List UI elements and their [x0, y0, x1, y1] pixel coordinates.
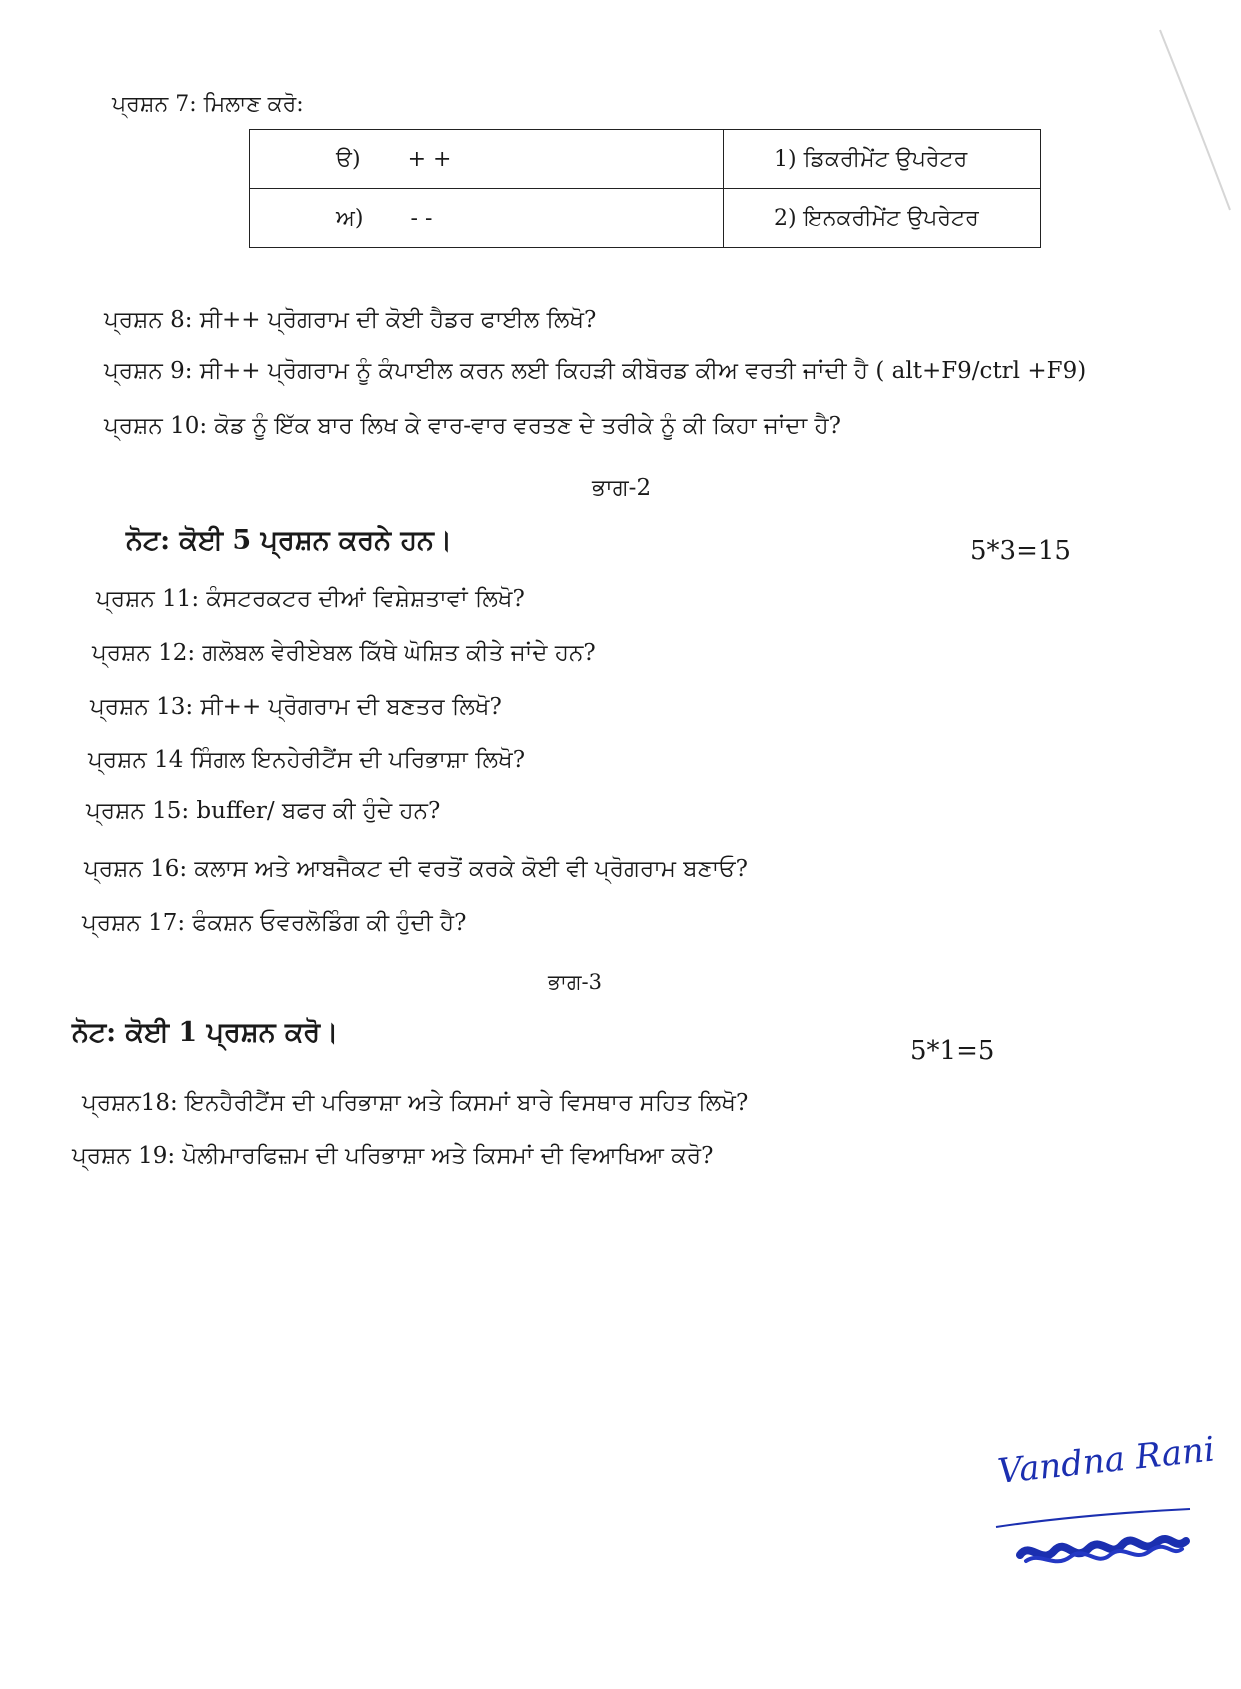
part-2-marks: 5*3=15	[970, 536, 1071, 566]
part-2-note: ਨੋਟ: ਕੋਈ 5 ਪ੍ਰਸ਼ਨ ਕਰਨੇ ਹਨ।	[126, 525, 453, 556]
part-2-heading: ਭਾਗ-2	[592, 475, 652, 501]
match-row	[250, 130, 1041, 189]
signature-scribble-icon	[990, 1505, 1230, 1595]
match-symbol: - -	[410, 205, 433, 231]
question-18: ਪ੍ਰਸ਼ਨ18: ਇਨਹੈਰੀਟੈਂਸ ਦੀ ਪਰਿਭਾਸ਼ਾ ਅਤੇ ਕਿਸਮਾਂ ਬਾਰੇ ਵਿਸਥਾਰ ਸਹਿਤ ਲਿਖੋ?	[82, 1090, 749, 1116]
match-table	[249, 129, 1041, 248]
part-3-heading: ਭਾਗ-3	[548, 970, 602, 994]
match-answer: 1) ਡਿਕਰੀਮੇਂਟ ਉਪਰੇਟਰ	[724, 130, 1041, 189]
question-19: ਪ੍ਰਸ਼ਨ 19: ਪੋਲੀਮਾਰਫਿਜ਼ਮ ਦੀ ਪਰਿਭਾਸ਼ਾ ਅਤੇ ਕਿਸਮਾਂ ਦੀ ਵਿਆਖਿਆ ਕਰੋ?	[72, 1143, 714, 1169]
match-left-cell	[250, 189, 724, 248]
question-14: ਪ੍ਰਸ਼ਨ 14 ਸਿੰਗਲ ਇਨਹੇਰੀਟੈਂਸ ਦੀ ਪਰਿਭਾਸ਼ਾ ਲਿਖੋ?	[88, 747, 526, 773]
question-8: ਪ੍ਰਸ਼ਨ 8: ਸੀ++ ਪ੍ਰੋਗਰਾਮ ਦੀ ਕੋਈ ਹੈਡਰ ਫਾਈਲ ਲਿਖੋ?	[104, 307, 597, 333]
question-7-label: ਪ੍ਰਸ਼ਨ 7: ਮਿਲਾਣ ਕਰੋ:	[112, 92, 304, 117]
signature-name: Vandna Rani	[995, 1429, 1217, 1492]
match-symbol: + +	[407, 146, 452, 172]
question-16: ਪ੍ਰਸ਼ਨ 16: ਕਲਾਸ ਅਤੇ ਆਬਜੈਕਟ ਦੀ ਵਰਤੋਂ ਕਰਕੇ ਕੋਈ ਵੀ ਪ੍ਰੋਗਰਾਮ ਬਣਾਓ?	[84, 856, 748, 882]
match-key: ਅ)	[336, 205, 364, 231]
match-key: ੳ)	[336, 146, 361, 172]
question-9: ਪ੍ਰਸ਼ਨ 9: ਸੀ++ ਪ੍ਰੋਗਰਾਮ ਨੂੰ ਕੰਪਾਈਲ ਕਰਨ ਲਈ ਕਿਹੜੀ ਕੀਬੋਰਡ ਕੀਅ ਵਰਤੀ ਜਾਂਦੀ ਹੈ ( alt+F9/ctrl +F9)	[104, 358, 1087, 384]
question-15: ਪ੍ਰਸ਼ਨ 15: buffer/ ਬਫਰ ਕੀ ਹੁੰਦੇ ਹਨ?	[86, 798, 441, 824]
part-3-note: ਨੋਟ: ਕੋਈ 1 ਪ੍ਰਸ਼ਨ ਕਰੋ।	[72, 1017, 339, 1048]
part-3-marks: 5*1=5	[910, 1036, 995, 1066]
question-10: ਪ੍ਰਸ਼ਨ 10: ਕੋਡ ਨੂੰ ਇੱਕ ਬਾਰ ਲਿਖ ਕੇ ਵਾਰ-ਵਾਰ ਵਰਤਣ ਦੇ ਤਰੀਕੇ ਨੂੰ ਕੀ ਕਿਹਾ ਜਾਂਦਾ ਹੈ?	[104, 413, 841, 439]
question-13: ਪ੍ਰਸ਼ਨ 13: ਸੀ++ ਪ੍ਰੋਗਰਾਮ ਦੀ ਬਣਤਰ ਲਿਖੋ?	[90, 694, 502, 720]
question-11: ਪ੍ਰਸ਼ਨ 11: ਕੰਸਟਰਕਟਰ ਦੀਆਂ ਵਿਸ਼ੇਸ਼ਤਾਵਾਂ ਲਿਖੋ?	[96, 586, 525, 612]
question-17: ਪ੍ਰਸ਼ਨ 17: ਫੰਕਸ਼ਨ ਓਵਰਲੋਡਿੰਗ ਕੀ ਹੁੰਦੀ ਹੈ?	[82, 910, 467, 936]
question-12: ਪ੍ਰਸ਼ਨ 12: ਗਲੋਬਲ ਵੇਰੀਏਬਲ ਕਿੱਥੇ ਘੋਸ਼ਿਤ ਕੀਤੇ ਜਾਂਦੇ ਹਨ?	[92, 640, 596, 666]
match-left-cell	[250, 130, 724, 189]
match-row	[250, 189, 1041, 248]
match-answer: 2) ਇਨਕਰੀਮੇਂਟ ਉਪਰੇਟਰ	[724, 189, 1041, 248]
page-edge-mark	[1150, 20, 1240, 220]
